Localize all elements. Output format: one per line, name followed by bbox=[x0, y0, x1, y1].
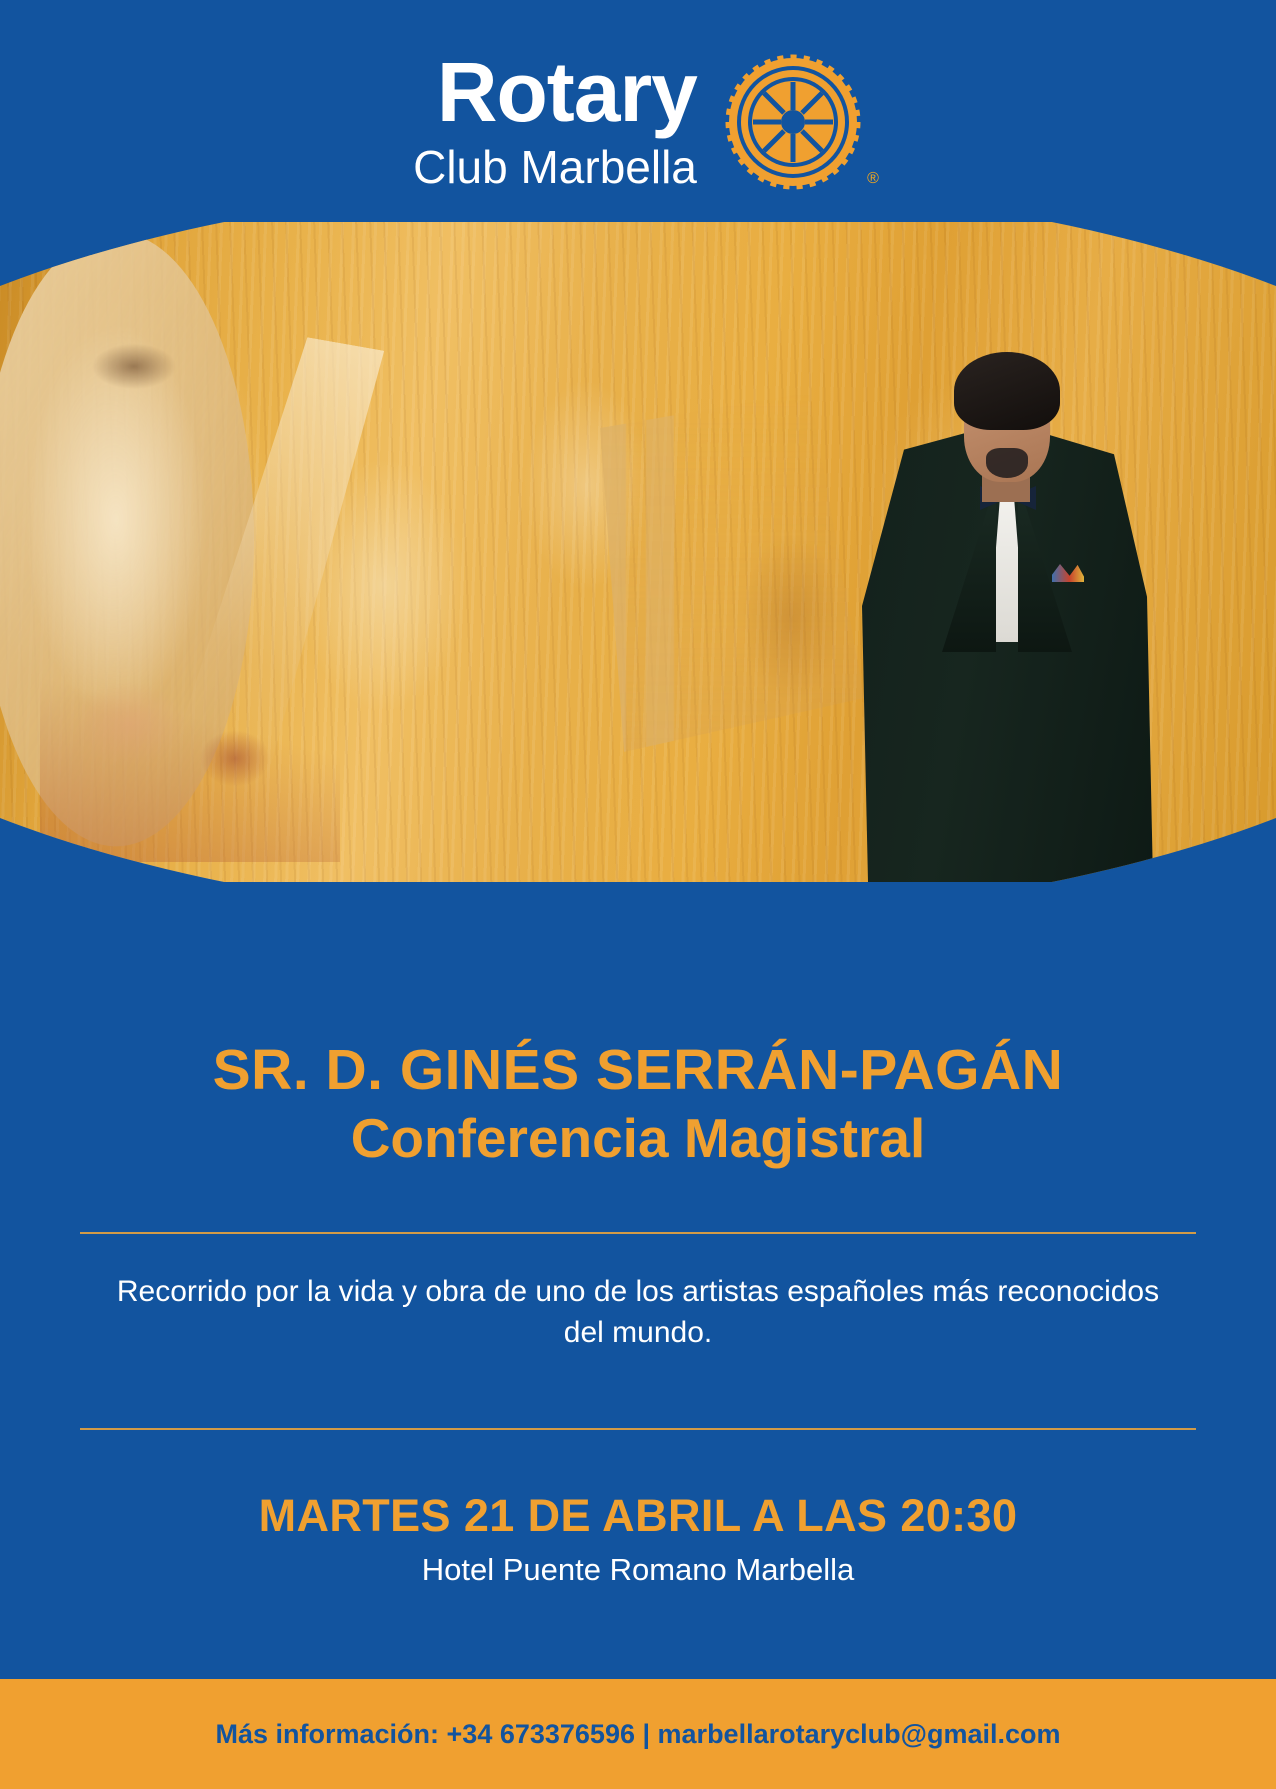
event-title-block bbox=[0, 1040, 1276, 1168]
divider-bottom bbox=[80, 1428, 1196, 1430]
rotary-wheel-icon bbox=[723, 52, 879, 192]
hero-image-clip bbox=[0, 222, 1276, 882]
poster-header bbox=[0, 0, 1276, 240]
hero-image bbox=[0, 222, 1276, 882]
divider-top bbox=[80, 1232, 1196, 1234]
brand-lockup bbox=[413, 45, 697, 193]
event-description: Recorrido por la vida y obra de uno de los artistas españoles más reconocidos del mundo. bbox=[116, 1275, 1160, 1349]
speaker-beard bbox=[986, 448, 1028, 478]
speaker-name: SR. D. GINÉS SERRÁN-PAGÁN bbox=[212, 1038, 1064, 1102]
event-type: Conferencia Magistral bbox=[350, 1106, 926, 1169]
brand-subtitle: Club Marbella bbox=[413, 141, 697, 193]
event-venue: Hotel Puente Romano Marbella bbox=[421, 1552, 855, 1587]
contact-info[interactable]: Más información: +34 673376596 | marbellarotaryclub@gmail.com bbox=[215, 1718, 1061, 1749]
poster-footer bbox=[0, 1679, 1276, 1789]
brand-title: Rotary bbox=[436, 45, 697, 139]
event-datetime: MARTES 21 DE ABRIL A LAS 20:30 bbox=[258, 1490, 1018, 1541]
speaker-hair bbox=[954, 352, 1060, 430]
registered-mark-icon: ® bbox=[867, 170, 879, 187]
artwork-lower-detail bbox=[40, 632, 340, 862]
speaker-photo bbox=[856, 242, 1156, 882]
